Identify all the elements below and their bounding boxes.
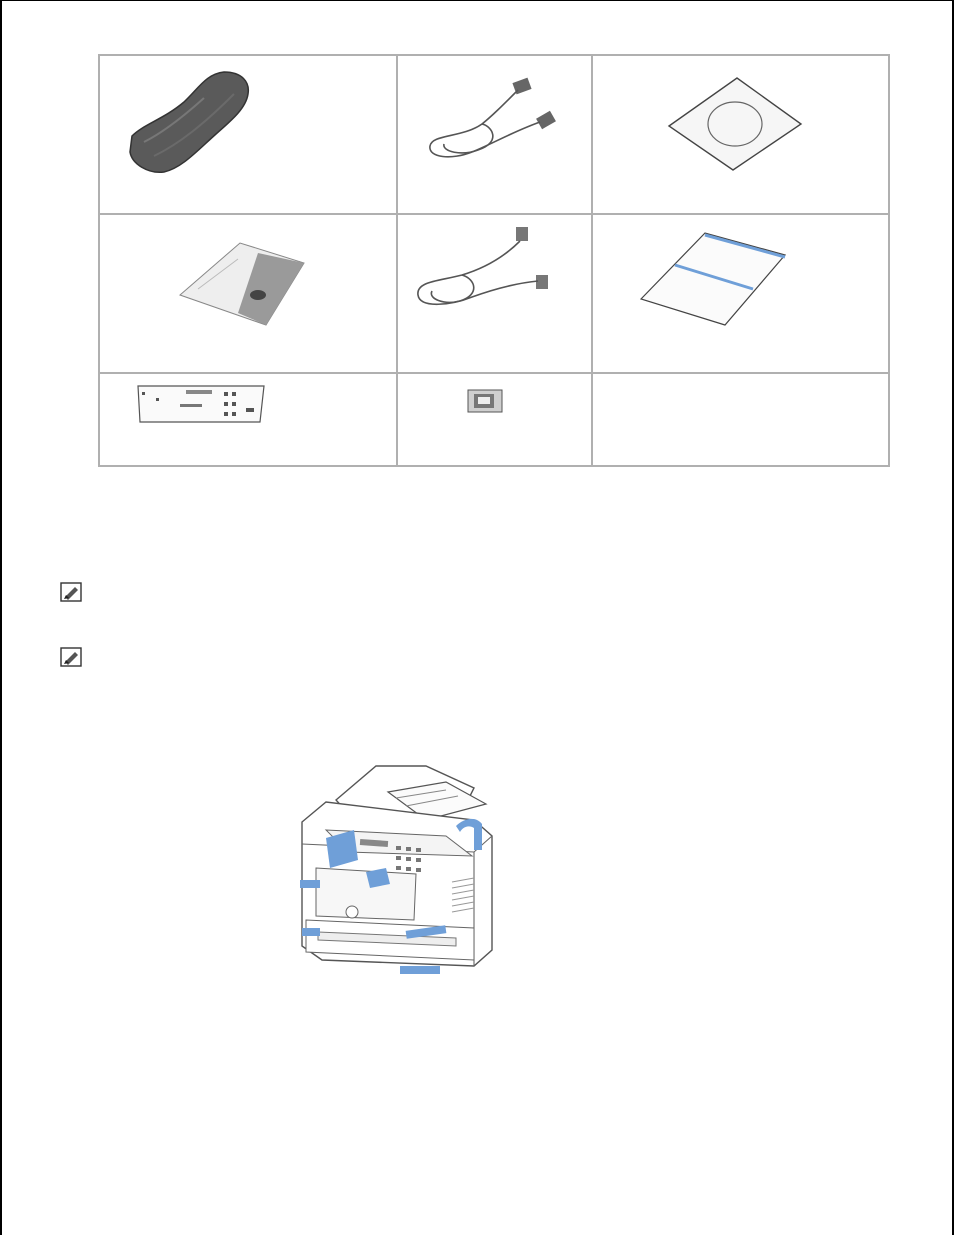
manual-booklet-image (178, 239, 318, 339)
printer-packing-tape-image (296, 760, 498, 986)
table-row (99, 55, 889, 214)
package-contents-table (98, 54, 890, 467)
line-adapter-image (466, 388, 506, 418)
power-cord-image (422, 76, 572, 176)
owners-manual-cell (99, 214, 397, 373)
power-cord-cell (397, 55, 592, 214)
setup-sheet-image (639, 229, 799, 329)
toner-cartridge-cell (99, 55, 397, 214)
table-row (99, 214, 889, 373)
cd-sleeve-image (665, 74, 815, 174)
telephone-cord-cell (397, 214, 592, 373)
page-border-top (0, 0, 954, 1)
toner-cartridge-image (124, 64, 264, 184)
note-pencil-icon (60, 582, 82, 602)
control-panel-overlay-image (136, 384, 266, 424)
table-row (99, 373, 889, 466)
telephone-cord-image (412, 223, 562, 323)
telephone-adapter-cell (397, 373, 592, 466)
empty-cell (592, 373, 889, 466)
page-border-left (0, 0, 2, 1235)
software-cd-cell (592, 55, 889, 214)
note-pencil-icon (60, 647, 82, 667)
control-panel-overlay-cell (99, 373, 397, 466)
setup-diagram-cell (592, 214, 889, 373)
